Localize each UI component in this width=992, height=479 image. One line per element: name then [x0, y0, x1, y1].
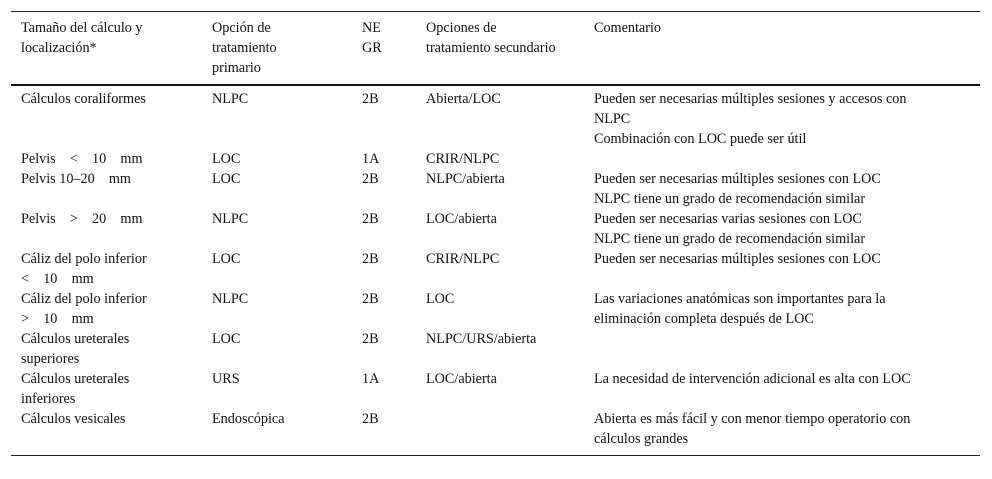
cell-secondary-treatment: Abierta/LOC: [426, 91, 501, 107]
table-header: [11, 12, 980, 86]
cell-comment: [584, 329, 980, 369]
cell-size-location: [11, 369, 202, 409]
cell-text-line: cálculos grandes: [594, 431, 689, 447]
table-row: [11, 289, 980, 329]
cell-size-location: [11, 329, 202, 369]
cell-secondary-treatment: LOC/abierta: [426, 371, 497, 387]
cell-text-line: Abierta es más fácil y con menor tiempo operatorio con: [594, 411, 911, 427]
cell-comment: [584, 289, 980, 329]
table-row: [11, 409, 980, 456]
cell-evidence-level: 2B: [362, 291, 379, 307]
cell-primary-treatment: LOC: [212, 331, 241, 347]
cell-primary-treatment: LOC: [212, 251, 241, 267]
cell-text-line: Cálculos ureterales: [21, 371, 130, 387]
table-row: [11, 249, 980, 289]
cell-secondary-treatment: LOC/abierta: [426, 211, 497, 227]
cell-text-line: Cáliz del polo inferior: [21, 251, 147, 267]
cell-secondary-treatment: [416, 409, 584, 456]
cell-size-location: [11, 85, 202, 149]
cell-comment: [584, 249, 980, 289]
cell-text-line: La necesidad de intervención adicional es alta con LOC: [594, 371, 911, 387]
header-text-line: primario: [212, 60, 261, 76]
header-text-line: Opciones de: [426, 20, 497, 36]
cell-text-line: Cálculos vesicales: [21, 411, 126, 427]
header-text-line: localización*: [21, 40, 97, 56]
cell-text-line: Cálculos coraliformes: [21, 91, 146, 107]
cell-text-line: NLPC tiene un grado de recomendación similar: [594, 231, 866, 247]
cell-text-line: Pueden ser necesarias múltiples sesiones y accesos con: [594, 91, 907, 107]
cell-evidence-level: 2B: [362, 171, 379, 187]
cell-secondary-treatment: LOC: [426, 291, 455, 307]
cell-size-location: [11, 169, 202, 209]
cell-primary-treatment: URS: [212, 371, 240, 387]
header-text-line: Comentario: [594, 20, 661, 36]
cell-primary-treatment: LOC: [212, 151, 241, 167]
header-secondary-treatment: [416, 12, 584, 86]
header-text-line: Opción de: [212, 20, 271, 36]
header-comment: [584, 12, 980, 86]
cell-primary-treatment: NLPC: [212, 91, 249, 107]
cell-evidence-level: 2B: [362, 211, 379, 227]
header-text-line: tratamiento secundario: [426, 40, 556, 56]
cell-primary-treatment: Endoscópica: [212, 411, 285, 427]
header-text-line: Tamaño del cálculo y: [21, 20, 143, 36]
table-row: [11, 149, 980, 169]
cell-evidence-level: 2B: [362, 251, 379, 267]
header-primary-treatment: [202, 12, 352, 86]
cell-secondary-treatment: NLPC/URS/abierta: [426, 331, 537, 347]
cell-text-line: inferiores: [21, 391, 76, 407]
cell-evidence-level: 2B: [362, 331, 379, 347]
cell-secondary-treatment: CRIR/NLPC: [426, 151, 500, 167]
cell-size-location: [11, 409, 202, 456]
cell-text-line: NLPC: [594, 111, 631, 127]
cell-text-line: Pueden ser necesarias múltiples sesiones con LOC: [594, 171, 881, 187]
table-row: [11, 209, 980, 249]
cell-text-line: superiores: [21, 351, 80, 367]
cell-comment: [584, 169, 980, 209]
cell-evidence-level: 1A: [362, 371, 380, 387]
cell-evidence-level: 2B: [362, 91, 379, 107]
cell-secondary-treatment: CRIR/NLPC: [426, 251, 500, 267]
cell-primary-treatment: LOC: [212, 171, 241, 187]
cell-text-line: Pueden ser necesarias varias sesiones con LOC: [594, 211, 862, 227]
cell-evidence-level: 1A: [362, 151, 380, 167]
cell-secondary-treatment: NLPC/abierta: [426, 171, 505, 187]
cell-primary-treatment: NLPC: [212, 291, 249, 307]
cell-text-line: Cálculos ureterales: [21, 331, 130, 347]
treatment-table-container: [11, 11, 980, 456]
table-body: [11, 85, 980, 456]
cell-text-line: Pelvis > 20 mm: [21, 211, 143, 227]
cell-size-location: [11, 289, 202, 329]
header-text-line: tratamiento: [212, 40, 277, 56]
table-row: [11, 329, 980, 369]
cell-comment: [584, 409, 980, 456]
cell-text-line: Pelvis < 10 mm: [21, 151, 143, 167]
table-row: [11, 85, 980, 149]
cell-comment: [584, 209, 980, 249]
cell-text-line: Pueden ser necesarias múltiples sesiones con LOC: [594, 251, 881, 267]
header-row: [11, 12, 980, 86]
cell-text-line: > 10 mm: [21, 311, 94, 327]
cell-text-line: eliminación completa después de LOC: [594, 311, 814, 327]
header-evidence-level: [352, 12, 416, 86]
header-text-line: NE: [362, 20, 381, 36]
cell-evidence-level: 2B: [362, 411, 379, 427]
treatment-options-table: [11, 11, 980, 456]
cell-text-line: Cáliz del polo inferior: [21, 291, 147, 307]
cell-text-line: NLPC tiene un grado de recomendación similar: [594, 191, 866, 207]
table-row: [11, 369, 980, 409]
cell-size-location: [11, 209, 202, 249]
cell-text-line: Las variaciones anatómicas son importantes para la: [594, 291, 886, 307]
cell-size-location: [11, 149, 202, 169]
cell-size-location: [11, 249, 202, 289]
header-size-location: [11, 12, 202, 86]
cell-comment: [584, 85, 980, 149]
cell-text-line: < 10 mm: [21, 271, 94, 287]
table-row: [11, 169, 980, 209]
cell-text-line: Combinación con LOC puede ser útil: [594, 131, 807, 147]
cell-text-line: Pelvis 10–20 mm: [21, 171, 131, 187]
cell-primary-treatment: NLPC: [212, 211, 249, 227]
cell-comment: [584, 369, 980, 409]
cell-comment: [584, 149, 980, 169]
header-text-line: GR: [362, 40, 382, 56]
